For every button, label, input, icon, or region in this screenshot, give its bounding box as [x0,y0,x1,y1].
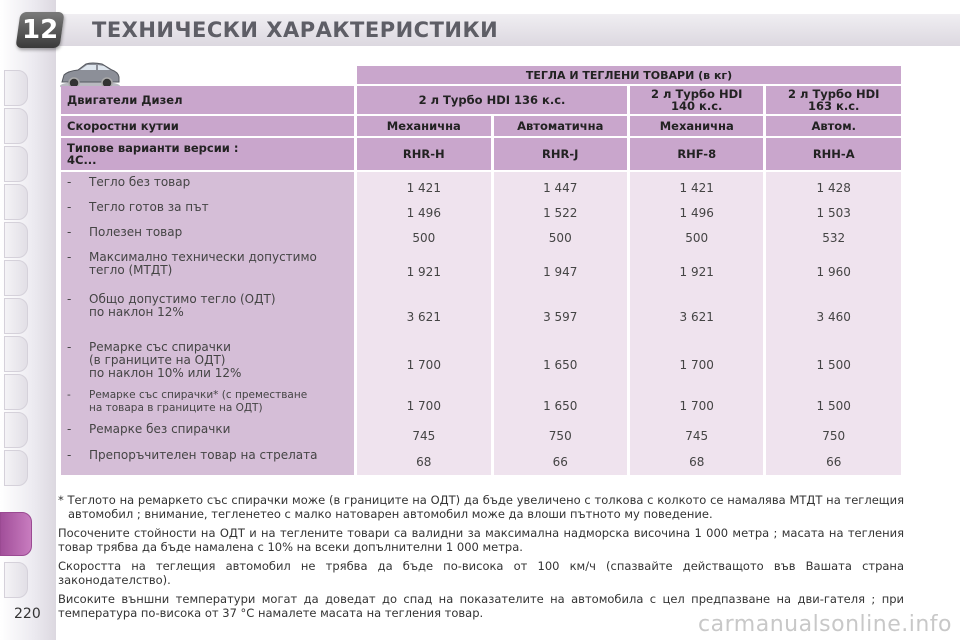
value-cell: 1 503 [816,206,851,220]
row-label: - Препоръчителен товар на стрелата [67,448,318,462]
value-cell: 1 421 [406,181,441,195]
page-title: ТЕХНИЧЕСКИ ХАРАКТЕРИСТИКИ [92,18,499,42]
chapter-tab[interactable] [4,222,28,258]
chapter-tab[interactable] [4,412,28,448]
version-cell: RHF-8 [630,138,763,170]
value-cell: 532 [822,231,846,245]
value-cell: 750 [548,428,572,443]
engines-row [61,86,901,114]
chapter-tab[interactable] [4,298,28,334]
version-row [61,138,901,170]
value-cell: 1 500 [816,398,851,413]
value-cell: 3 597 [543,309,578,324]
chapter-tab[interactable] [4,260,28,296]
note-paragraph: Скоростта на теглещия автомобил не трябва да бъде по-висока от 100 км/ч (спазвайте действащото във Вашата страна законодателство). [58,559,904,587]
chapter-tab[interactable] [4,374,28,410]
value-cell: 1 947 [543,264,578,279]
row-label: - Ремарке със спирачки (в границите на ОДТ) по наклон 10% или 12% [67,340,242,380]
value-cell: 1 700 [679,398,714,413]
value-cell: 3 621 [406,309,441,324]
value-cell: 1 522 [543,206,578,220]
gearbox-cell: Автом. [766,116,901,136]
row-label: - Максимално технически допустимо тегло (МТДТ) [67,250,317,277]
engines-label: Двигатели Дизел [61,86,354,114]
footnote: * Теглото на ремаркето със спирачки може (в границите на ОДТ) да бъде увеличено с толкова с колкото се намалява МТДТ на теглещия автомобил ; внимание, тегленетео с малко натоварен автомобил може да влоши пътното му поведение. [58,493,904,521]
value-cell: 1 960 [816,264,851,279]
values-column-2 [494,172,627,475]
value-cell: 500 [412,231,436,245]
chapter-tab[interactable] [4,450,28,486]
row-label: - Тегло без товар [67,175,191,189]
row-labels-column [61,172,354,475]
version-cell: RHH-A [766,138,901,170]
gearbox-label: Скоростни кутии [61,116,354,136]
page-number: 220 [14,606,41,622]
value-cell: 1 650 [543,398,578,413]
value-cell: 68 [689,454,705,469]
row-label: - Ремарке без спирачки [67,422,231,436]
row-label: - Тегло готов за път [67,200,209,214]
value-cell: 1 650 [543,357,578,372]
chapter-tab-strip [0,0,59,640]
value-cell: 500 [685,231,709,245]
chapter-tab[interactable] [4,108,28,144]
engine-cell: 2 л Турбо HDI 136 к.с. [357,86,627,114]
watermark: carmanualsonline.info [698,612,952,637]
chapter-tab[interactable] [4,70,28,106]
engine-cell: 2 л Турбо HDI 163 к.с. [766,86,901,114]
value-cell: 1 496 [679,206,714,220]
value-cell: 3 460 [816,309,851,324]
chapter-tab[interactable] [4,146,28,182]
value-cell: 1 921 [679,264,714,279]
version-label: Типове варианти версии : 4C... [61,138,354,170]
values-column-1 [357,172,490,475]
value-cell: 1 496 [406,206,441,220]
value-cell: 66 [552,454,568,469]
chapter-number-badge [15,12,64,48]
value-cell: 68 [416,454,432,469]
values-row [61,172,901,475]
row-label: - Ремарке със спирачки* (с преместване на товара в границите на ОДТ) [67,389,308,414]
value-cell: 3 621 [679,309,714,324]
table-title-row [61,66,901,84]
chapter-tab[interactable] [4,562,28,598]
value-cell: 745 [412,428,436,443]
values-column-4 [766,172,901,475]
value-cell: 745 [685,428,709,443]
notes-section [58,493,904,625]
chapter-tab[interactable] [4,336,28,372]
value-cell: 66 [826,454,842,469]
value-cell: 500 [548,231,572,245]
row-label: - Общо допустимо тегло (ОДТ) по наклон 12% [67,292,276,319]
chapter-tab-active[interactable] [0,512,32,556]
gearbox-cell: Механична [357,116,490,136]
note-paragraph: Посочените стойности на ОДТ и на теглените товари са валидни за максимална надморска височина 1 000 метра ; масата на тегления товар трябва да бъде намалена с 10% на всеки допълнителни 1 000 метра. [58,526,904,554]
value-cell: 1 500 [816,357,851,372]
chapter-number: 12 [21,15,59,45]
value-cell: 1 700 [679,357,714,372]
engine-cell: 2 л Турбо HDI 140 к.с. [630,86,763,114]
row-label: - Полезен товар [67,225,183,239]
chapter-tab[interactable] [4,184,28,220]
version-cell: RHR-J [494,138,627,170]
gearbox-cell: Механична [630,116,763,136]
weights-table [58,64,904,477]
note-paragraph: Високите външни температури могат да доведат до спад на показателите на автомобила с цел предпазване на дви-гателя ; при температура по-висока от 37 °C намалете масата на тегления товар. [58,592,904,620]
value-cell: 1 428 [816,181,851,195]
gearbox-cell: Автоматична [494,116,627,136]
version-cell: RHR-H [357,138,490,170]
value-cell: 750 [822,428,846,443]
values-column-3 [630,172,763,475]
value-cell: 1 421 [679,181,714,195]
gearbox-row [61,116,901,136]
value-cell: 1 700 [406,398,441,413]
value-cell: 1 921 [406,264,441,279]
value-cell: 1 700 [406,357,441,372]
table-title: ТЕГЛА И ТЕГЛЕНИ ТОВАРИ (в кг) [357,66,901,84]
value-cell: 1 447 [543,181,578,195]
